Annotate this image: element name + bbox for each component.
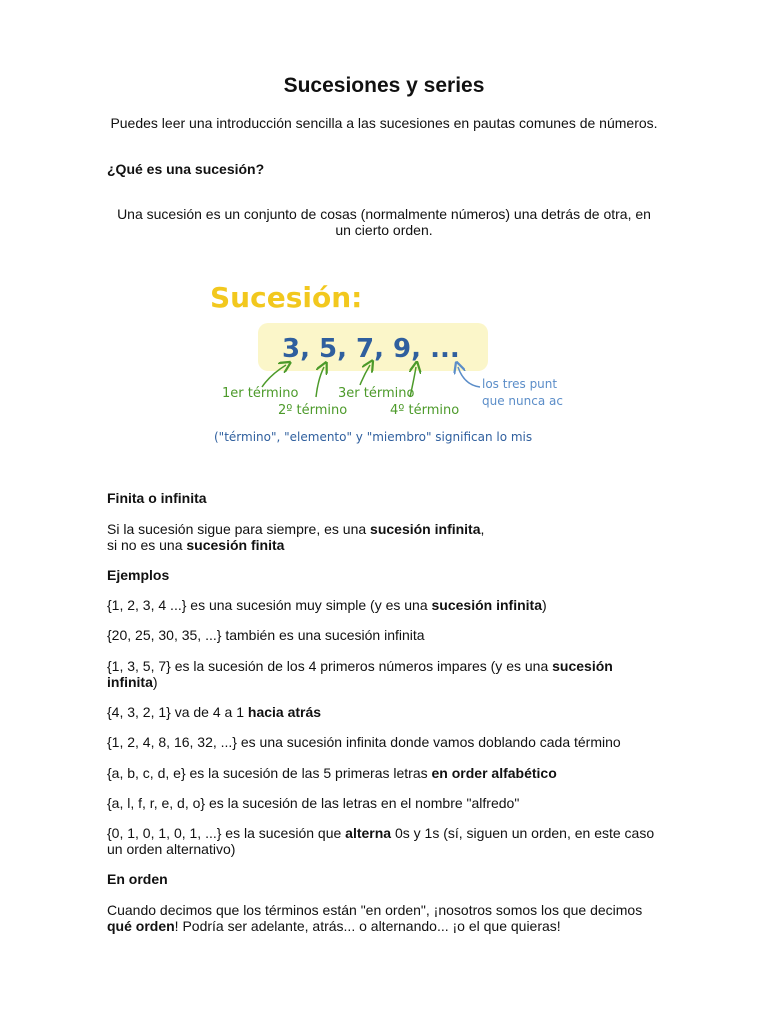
definition-paragraph: Una sucesión es un conjunto de cosas (normalmente números) una detrás de otra, en un cierto orden. [117,206,651,238]
sequence-numbers: 3, 5, 7, 9, ... [282,334,460,364]
page-title: Sucesiones y series [283,74,485,97]
label-term-2: 2º término [278,403,348,418]
example-1: {1, 2, 3, 4 ...} es una sucesión muy simple (y es una sucesión infinita) [107,597,547,613]
example-5: {1, 2, 4, 8, 16, 32, ...} es una sucesión infinita donde vamos doblando cada término [107,734,621,750]
intro-paragraph: Puedes leer una introducción sencilla a las sucesiones en pautas comunes de números. [110,115,658,131]
finite-infinite-paragraph: Si la sucesión sigue para siempre, es una sucesión infinita, si no es una sucesión finita [107,521,485,553]
label-term-4: 4º término [390,403,460,418]
arrow-term-2 [316,367,324,397]
label-term-3: 3er término [338,386,415,401]
example-8: {0, 1, 0, 1, 0, 1, ...} es la sucesión que alterna 0s y 1s (sí, siguen un orden, en este caso un orden alternativo) [107,825,655,857]
example-3: {1, 3, 5, 7} es la sucesión de los 4 primeros números impares (y es una sucesión infinita) [107,658,613,690]
figure-heading: Sucesión: [210,281,363,314]
in-order-paragraph: Cuando decimos que los términos están "en orden", ¡nosotros somos los que decimos qué orden! Podría ser adelante, atrás... o alternando... ¡o el que quieras! [107,902,643,934]
example-4: {4, 3, 2, 1} va de 4 a 1 hacia atrás [107,704,322,720]
section-heading-in-order: En orden [107,871,168,887]
example-2: {20, 25, 30, 35, ...} también es una sucesión infinita [107,627,425,643]
example-6: {a, b, c, d, e} es la sucesión de las 5 primeras letras en order alfabético [107,765,557,781]
dots-label-line1: los tres punt [482,377,558,391]
sequence-illustration [200,275,570,455]
section-heading-finite-infinite: Finita o infinita [107,490,207,506]
figure-note: ("término", "elemento" y "miembro" significan lo mis [214,430,533,444]
example-7: {a, l, f, r, e, d, o} es la sucesión de las letras en el nombre "alfredo" [107,795,520,811]
section-heading-examples: Ejemplos [107,567,170,583]
dots-label-line2: que nunca ac [482,394,563,408]
label-term-1: 1er término [222,386,299,401]
question-heading: ¿Qué es una sucesión? [107,161,265,177]
